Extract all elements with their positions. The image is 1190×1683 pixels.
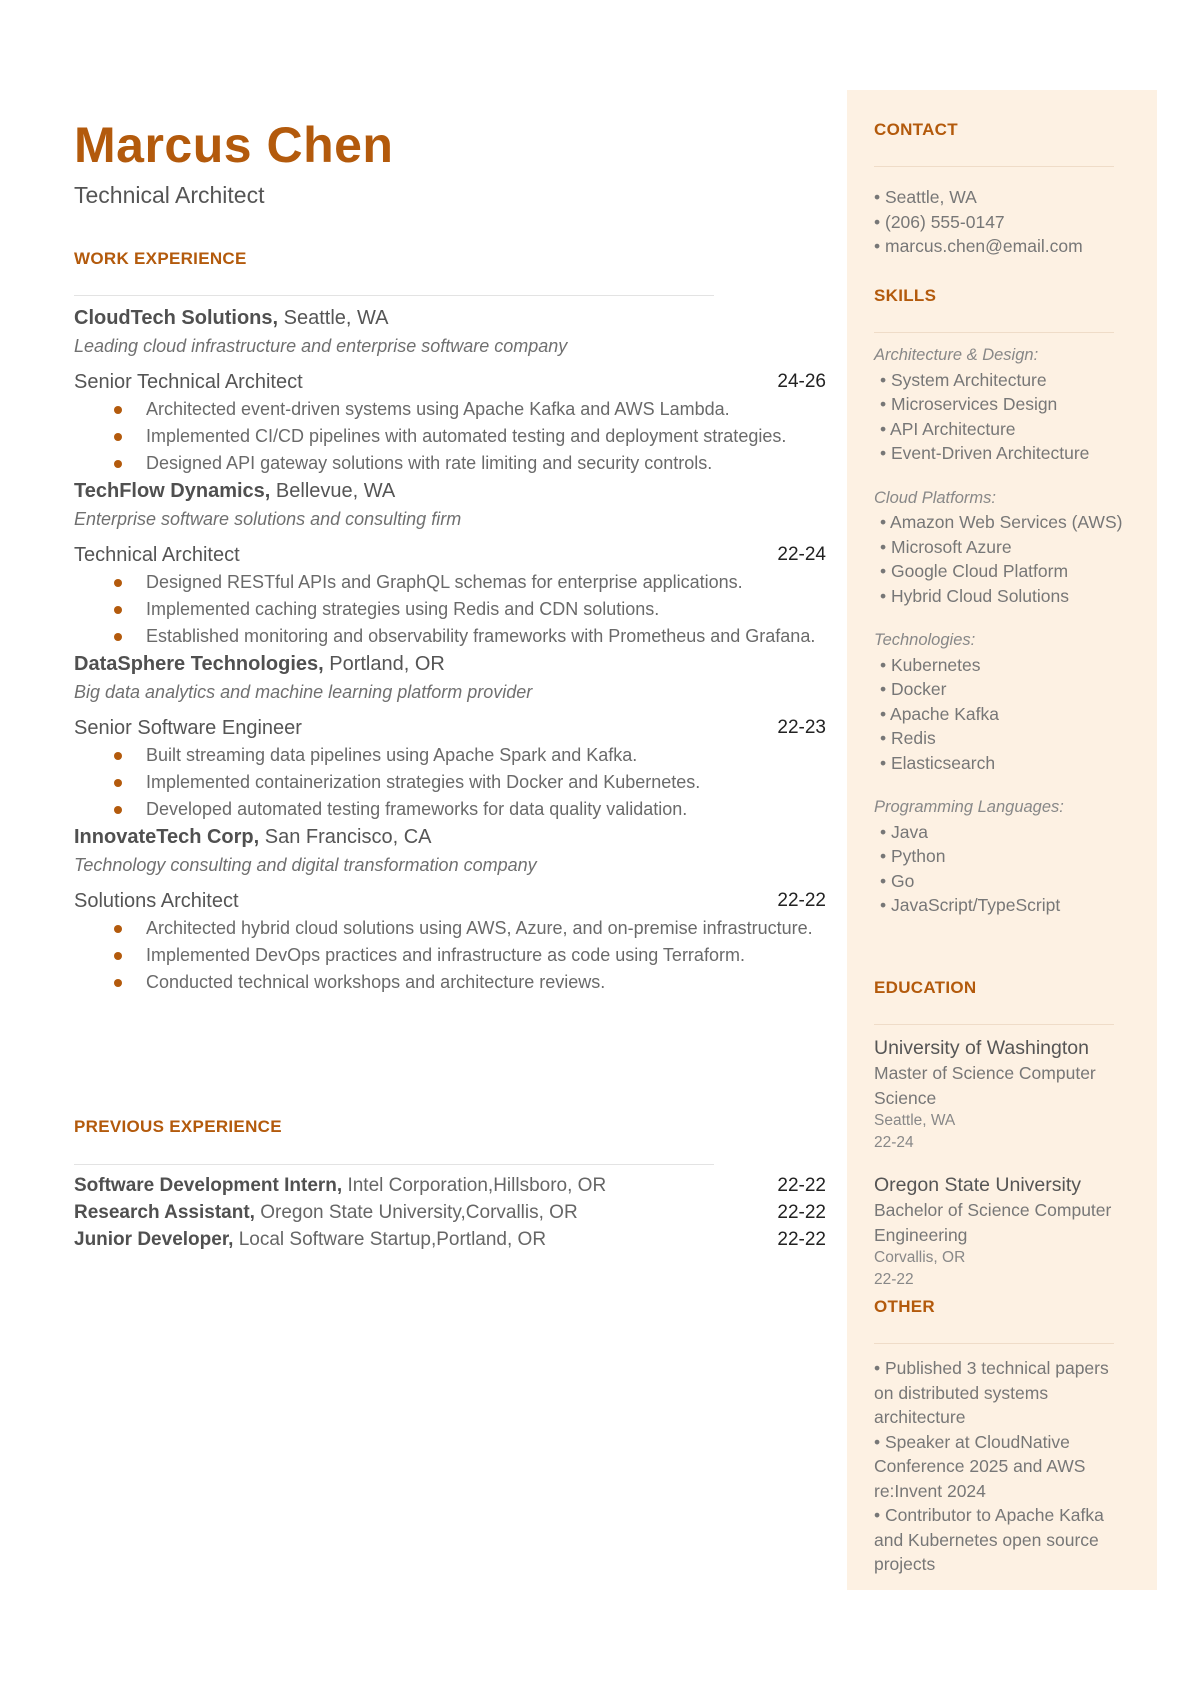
role-row bbox=[74, 714, 826, 742]
skills-section bbox=[874, 286, 1124, 918]
previous-dates: 22-22 bbox=[777, 1175, 826, 1196]
role-dates: 22-24 bbox=[777, 544, 826, 565]
company-location: Portland, OR bbox=[323, 653, 445, 675]
role-dates: 24-26 bbox=[777, 371, 826, 392]
previous-place: Oregon State University,Corvallis, OR bbox=[254, 1202, 578, 1223]
bullet-list bbox=[74, 742, 826, 823]
bullet-item: Developed automated testing frameworks for data quality validation. bbox=[146, 796, 826, 823]
skill-item: • API Architecture bbox=[880, 418, 1016, 439]
job-entry bbox=[74, 823, 826, 996]
education-school: University of Washington bbox=[874, 1037, 1089, 1059]
job-list bbox=[74, 304, 826, 996]
bullet-item: Designed RESTful APIs and GraphQL schemas for enterprise applications. bbox=[146, 569, 826, 596]
contact-location: • Seattle, WA bbox=[874, 187, 977, 207]
bullet-item: Implemented containerization strategies with Docker and Kubernetes. bbox=[146, 769, 826, 796]
bullet-item: Designed API gateway solutions with rate limiting and security controls. bbox=[146, 450, 826, 477]
bullet-list bbox=[74, 915, 826, 996]
divider bbox=[74, 1164, 714, 1165]
company-name: TechFlow Dynamics, bbox=[74, 480, 271, 502]
role-title: Senior Software Engineer bbox=[74, 717, 302, 739]
previous-experience-row bbox=[74, 1226, 826, 1253]
role-row bbox=[74, 368, 826, 396]
bullet-item: Implemented CI/CD pipelines with automated testing and deployment strategies. bbox=[146, 423, 826, 450]
previous-role: Junior Developer, bbox=[74, 1229, 234, 1250]
skill-item: • Java bbox=[880, 821, 928, 842]
contact-heading: CONTACT bbox=[874, 120, 958, 139]
skill-item: • Elasticsearch bbox=[880, 752, 996, 773]
role-row bbox=[74, 541, 826, 569]
contact-section bbox=[874, 120, 1124, 259]
skill-item: • Hybrid Cloud Solutions bbox=[880, 585, 1070, 606]
company-name: InnovateTech Corp, bbox=[74, 826, 260, 848]
previous-dates: 22-22 bbox=[777, 1229, 826, 1250]
education-heading: EDUCATION bbox=[874, 978, 977, 997]
job-entry bbox=[74, 650, 826, 823]
skill-category: Architecture & Design: bbox=[874, 346, 1039, 364]
bullet-item: Implemented DevOps practices and infrastructure as code using Terraform. bbox=[146, 942, 826, 969]
divider bbox=[874, 166, 1114, 167]
company-line bbox=[74, 304, 826, 332]
skill-category: Technologies: bbox=[874, 631, 976, 649]
other-heading: OTHER bbox=[874, 1297, 935, 1316]
skill-item: • Google Cloud Platform bbox=[880, 561, 1069, 581]
divider bbox=[874, 1343, 1114, 1344]
bullet-item: Architected event-driven systems using Apache Kafka and AWS Lambda. bbox=[146, 396, 826, 423]
company-line bbox=[74, 477, 826, 505]
contact-phone: • (206) 555-0147 bbox=[874, 211, 1005, 232]
bullet-list bbox=[74, 569, 826, 650]
skill-item: • Go bbox=[880, 870, 915, 891]
education-dates: 22-24 bbox=[874, 1134, 914, 1151]
role-dates: 22-22 bbox=[777, 890, 826, 911]
skill-item: • Kubernetes bbox=[880, 654, 981, 675]
candidate-name: Marcus Chen bbox=[74, 117, 394, 173]
company-name: CloudTech Solutions, bbox=[74, 307, 279, 329]
skill-item: • Amazon Web Services (AWS) bbox=[880, 512, 1123, 532]
company-description: Enterprise software solutions and consulting firm bbox=[74, 509, 462, 529]
job-entry bbox=[74, 477, 826, 650]
company-line bbox=[74, 650, 826, 678]
bullet-item: Established monitoring and observability frameworks with Prometheus and Grafana. bbox=[146, 623, 826, 650]
other-section bbox=[874, 1297, 1124, 1577]
education-school: Oregon State University bbox=[874, 1174, 1082, 1196]
previous-role: Software Development Intern, bbox=[74, 1175, 343, 1196]
previous-experience-list bbox=[74, 1172, 826, 1253]
skill-item: • Redis bbox=[880, 728, 936, 748]
job-entry bbox=[74, 304, 826, 477]
skill-item: • Docker bbox=[880, 679, 947, 699]
education-section bbox=[874, 978, 1124, 1291]
company-location: Bellevue, WA bbox=[270, 480, 396, 502]
company-description: Big data analytics and machine learning platform provider bbox=[74, 682, 533, 702]
skill-item: • Python bbox=[880, 846, 946, 866]
previous-dates: 22-22 bbox=[777, 1202, 826, 1223]
contact-email: • marcus.chen@email.com bbox=[874, 236, 1083, 256]
divider bbox=[74, 295, 714, 296]
company-line bbox=[74, 823, 826, 851]
skill-category: Programming Languages: bbox=[874, 798, 1064, 816]
education-location: Corvallis, OR bbox=[874, 1249, 966, 1266]
role-title: Solutions Architect bbox=[74, 890, 239, 912]
divider bbox=[874, 332, 1114, 333]
skills-heading: SKILLS bbox=[874, 286, 937, 305]
previous-experience-row bbox=[74, 1172, 826, 1199]
other-item: • Published 3 technical papers on distributed systems architecture bbox=[874, 1358, 1109, 1427]
education-location: Seattle, WA bbox=[874, 1112, 956, 1129]
skill-item: • Event-Driven Architecture bbox=[880, 443, 1090, 463]
skill-item: • Microsoft Azure bbox=[880, 536, 1012, 557]
previous-role: Research Assistant, bbox=[74, 1202, 255, 1223]
bullet-item: Architected hybrid cloud solutions using AWS, Azure, and on-premise infrastructure. bbox=[146, 915, 826, 942]
skill-item: • JavaScript/TypeScript bbox=[880, 895, 1061, 915]
previous-place: Local Software Startup,Portland, OR bbox=[233, 1229, 547, 1250]
education-dates: 22-22 bbox=[874, 1271, 914, 1288]
role-title: Technical Architect bbox=[74, 544, 240, 566]
company-description: Leading cloud infrastructure and enterprise software company bbox=[74, 336, 568, 356]
work-experience-heading: WORK EXPERIENCE bbox=[74, 249, 247, 268]
company-description: Technology consulting and digital transformation company bbox=[74, 855, 537, 875]
other-item: • Contributor to Apache Kafka and Kubernetes open source projects bbox=[874, 1505, 1104, 1574]
previous-experience-heading: PREVIOUS EXPERIENCE bbox=[74, 1117, 282, 1136]
education-degree: Master of Science Computer Science bbox=[874, 1063, 1096, 1108]
role-row bbox=[74, 887, 826, 915]
skill-item: • Microservices Design bbox=[880, 394, 1058, 414]
divider bbox=[874, 1024, 1114, 1025]
bullet-item: Implemented caching strategies using Redis and CDN solutions. bbox=[146, 596, 826, 623]
skill-category: Cloud Platforms: bbox=[874, 488, 996, 507]
skill-item: • Apache Kafka bbox=[880, 703, 999, 724]
bullet-item: Conducted technical workshops and architecture reviews. bbox=[146, 969, 826, 996]
company-name: DataSphere Technologies, bbox=[74, 653, 324, 675]
bullet-list bbox=[74, 396, 826, 477]
previous-experience-row bbox=[74, 1199, 826, 1226]
previous-place: Intel Corporation,Hillsboro, OR bbox=[342, 1175, 607, 1196]
role-dates: 22-23 bbox=[777, 717, 826, 738]
role-title: Senior Technical Architect bbox=[74, 371, 303, 393]
candidate-title: Technical Architect bbox=[74, 182, 265, 208]
education-degree: Bachelor of Science Computer Engineering bbox=[874, 1200, 1112, 1245]
bullet-item: Built streaming data pipelines using Apache Spark and Kafka. bbox=[146, 742, 826, 769]
company-location: Seattle, WA bbox=[278, 307, 389, 329]
other-item: • Speaker at CloudNative Conference 2025 and AWS re:Invent 2024 bbox=[874, 1431, 1086, 1501]
sidebar bbox=[847, 90, 1157, 1590]
skill-item: • System Architecture bbox=[880, 369, 1047, 390]
company-location: San Francisco, CA bbox=[259, 826, 432, 848]
